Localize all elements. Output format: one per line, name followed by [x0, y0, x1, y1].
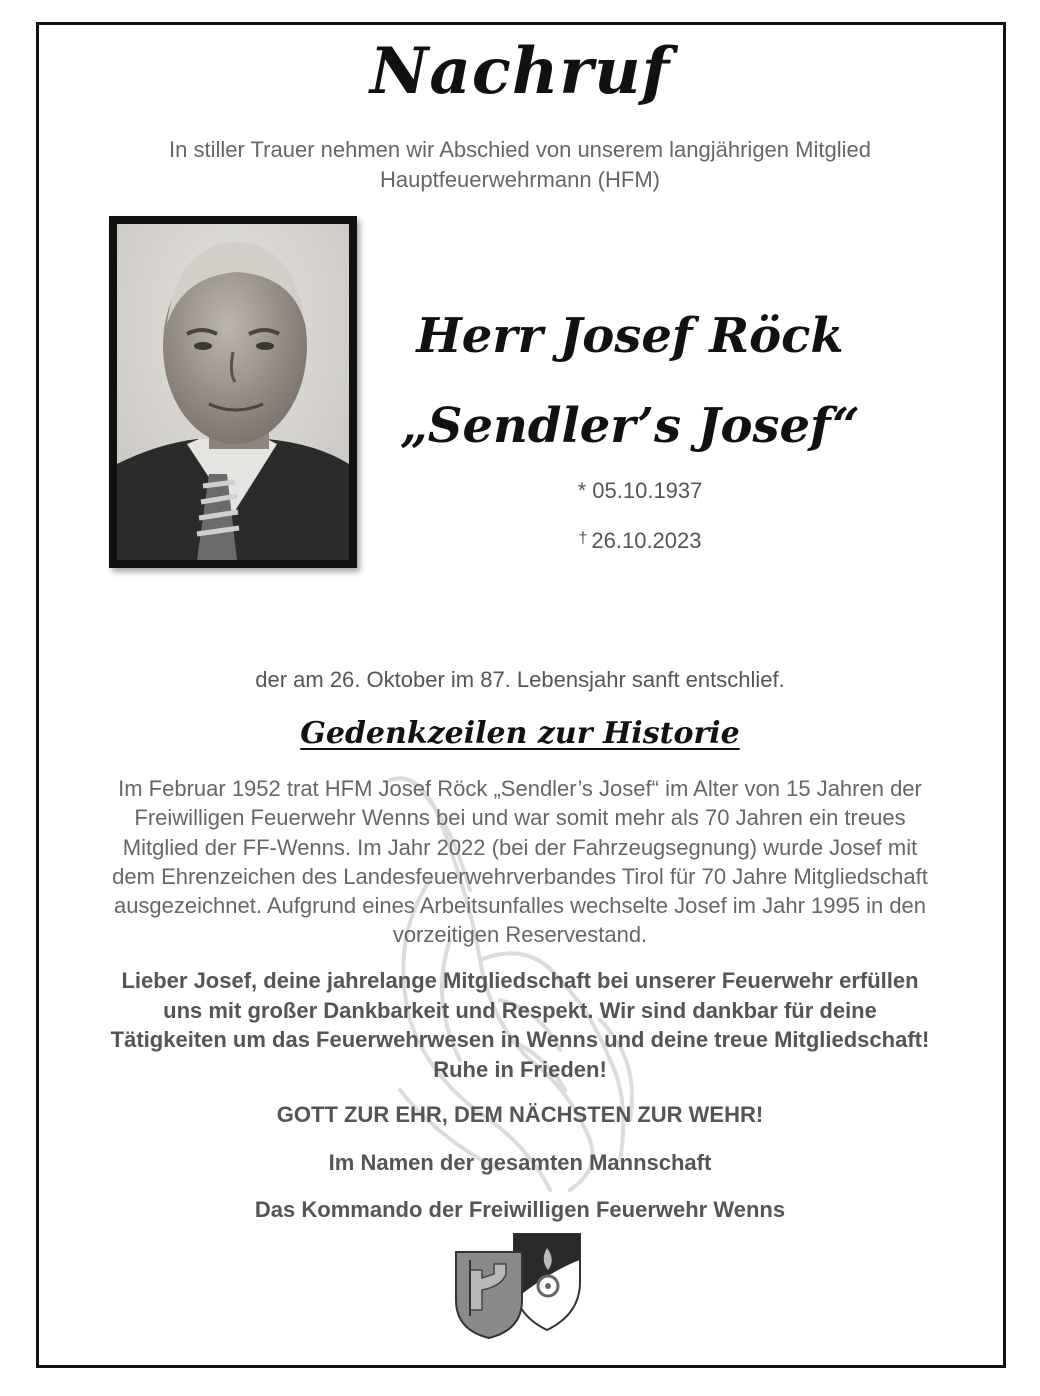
intro-text — [80, 135, 960, 195]
history-line: dem Ehrenzeichen des Landesfeuerwehrverbandes Tirol für 70 Jahre Mitgliedschaft — [112, 863, 928, 889]
motto: GOTT ZUR EHR, DEM NÄCHSTEN ZUR WEHR! — [276, 1102, 764, 1127]
page-title: Nachruf — [369, 34, 671, 109]
portrait-illustration — [117, 224, 349, 560]
tribute-text — [46, 966, 994, 1084]
history-line: ausgezeichnet. Aufgrund eines Arbeitsunfalles wechselte Josef im Jahr 1995 in den — [113, 893, 927, 919]
command-signature: Das Kommando der Freiwilligen Feuerwehr Wenns — [254, 1197, 786, 1222]
passed-text: der am 26. Oktober im 87. Lebensjahr sanft entschlief. — [255, 667, 785, 692]
deceased-nickname: „Sendler’s Josef“ — [400, 398, 860, 454]
death-date — [480, 528, 800, 554]
history-line: vorzeitigen Reservestand. — [392, 922, 648, 948]
death-date-value: 26.10.2023 — [591, 528, 702, 553]
cross-icon: † — [578, 530, 588, 547]
intro-line: Hauptfeuerwehrmann (HFM) — [380, 167, 660, 192]
portrait-photo — [117, 224, 349, 560]
history-line: Freiwilligen Feuerwehr Wenns bei und war somit mehr als 70 Jahren ein treues — [134, 805, 906, 831]
history-line: Mitglied der FF-Wenns. Im Jahr 2022 (bei der Fahrzeugsegnung) wurde Josef mit — [122, 834, 918, 860]
fire-brigade-crest-icon — [452, 1230, 588, 1340]
history-heading — [0, 716, 1040, 751]
portrait-frame — [109, 216, 357, 568]
behalf-line: Im Namen der gesamten Mannschaft — [328, 1150, 712, 1175]
history-text — [52, 774, 988, 950]
history-line: Im Februar 1952 trat HFM Josef Röck „Sendler’s Josef“ im Alter von 15 Jahren der — [118, 776, 922, 801]
birth-date: * 05.10.1937 — [577, 478, 703, 503]
intro-line: In stiller Trauer nehmen wir Abschied von unserem langjährigen Mitglied — [169, 137, 871, 162]
history-heading-text: Gedenkzeilen zur Historie — [300, 716, 740, 751]
tribute-line: uns mit großer Dankbarkeit und Respekt. Wir sind dankbar für deine — [163, 997, 877, 1023]
deceased-name: Herr Josef Röck — [416, 308, 844, 364]
tribute-line: Lieber Josef, deine jahrelange Mitgliedschaft bei unserer Feuerwehr erfüllen — [121, 968, 919, 993]
tribute-line: Tätigkeiten um das Feuerwehrwesen in Wenns und deine treue Mitgliedschaft! — [110, 1027, 930, 1052]
tribute-line: Ruhe in Frieden! — [433, 1056, 607, 1082]
